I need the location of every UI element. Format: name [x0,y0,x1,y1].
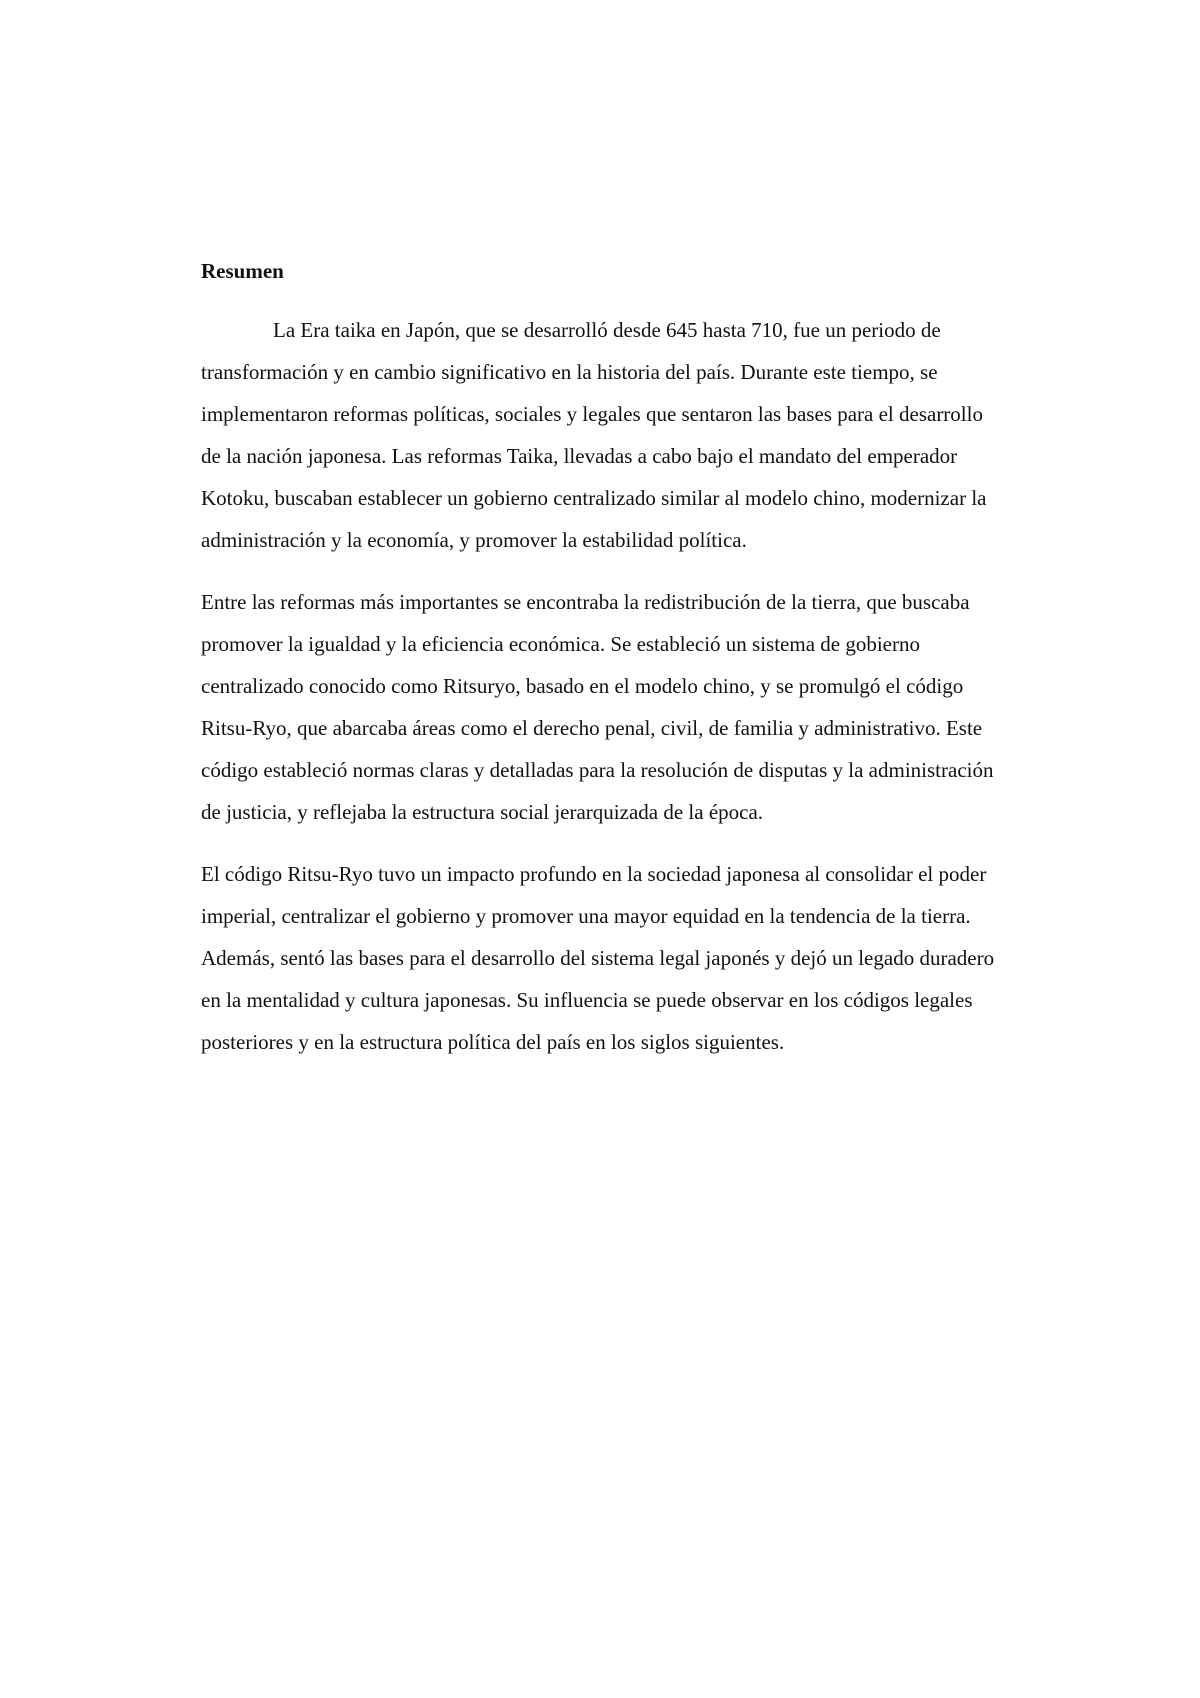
section-heading: Resumen [201,259,284,283]
document-body [201,254,1001,1083]
paragraph-2: Entre las reformas más importantes se encontraba la redistribución de la tierra, que buscaba promover la igualdad y la eficiencia económica. Se estableció un sistema de gobierno centralizado conocido como Ritsuryo, basado en el modelo chino, y se promulgó el código Ritsu-Ryo, que abarcaba áreas como el derecho penal, civil, de familia y administrativo. Este código estableció normas claras y detalladas para la resolución de disputas y la administración de justicia, y reflejaba la estructura social jerarquizada de la época. [201,590,994,824]
paragraph-1: La Era taika en Japón, que se desarrolló desde 645 hasta 710, fue un periodo de transformación y en cambio significativo en la historia del país. Durante este tiempo, se implementaron reformas políticas, sociales y legales que sentaron las bases para el desarrollo de la nación japonesa. Las reformas Taika, llevadas a cabo bajo el mandato del emperador Kotoku, buscaban establecer un gobierno centralizado similar al modelo chino, modernizar la administración y la economía, y promover la estabilidad política. [201,318,987,552]
paragraph-3: El código Ritsu-Ryo tuvo un impacto profundo en la sociedad japonesa al consolidar el poder imperial, centralizar el gobierno y promover una mayor equidad en la tendencia de la tierra. Además, sentó las bases para el desarrollo del sistema legal japonés y dejó un legado duradero en la mentalidad y cultura japonesas. Su influencia se puede observar en los códigos legales posteriores y en la estructura política del país en los siglos siguientes. [201,862,995,1054]
